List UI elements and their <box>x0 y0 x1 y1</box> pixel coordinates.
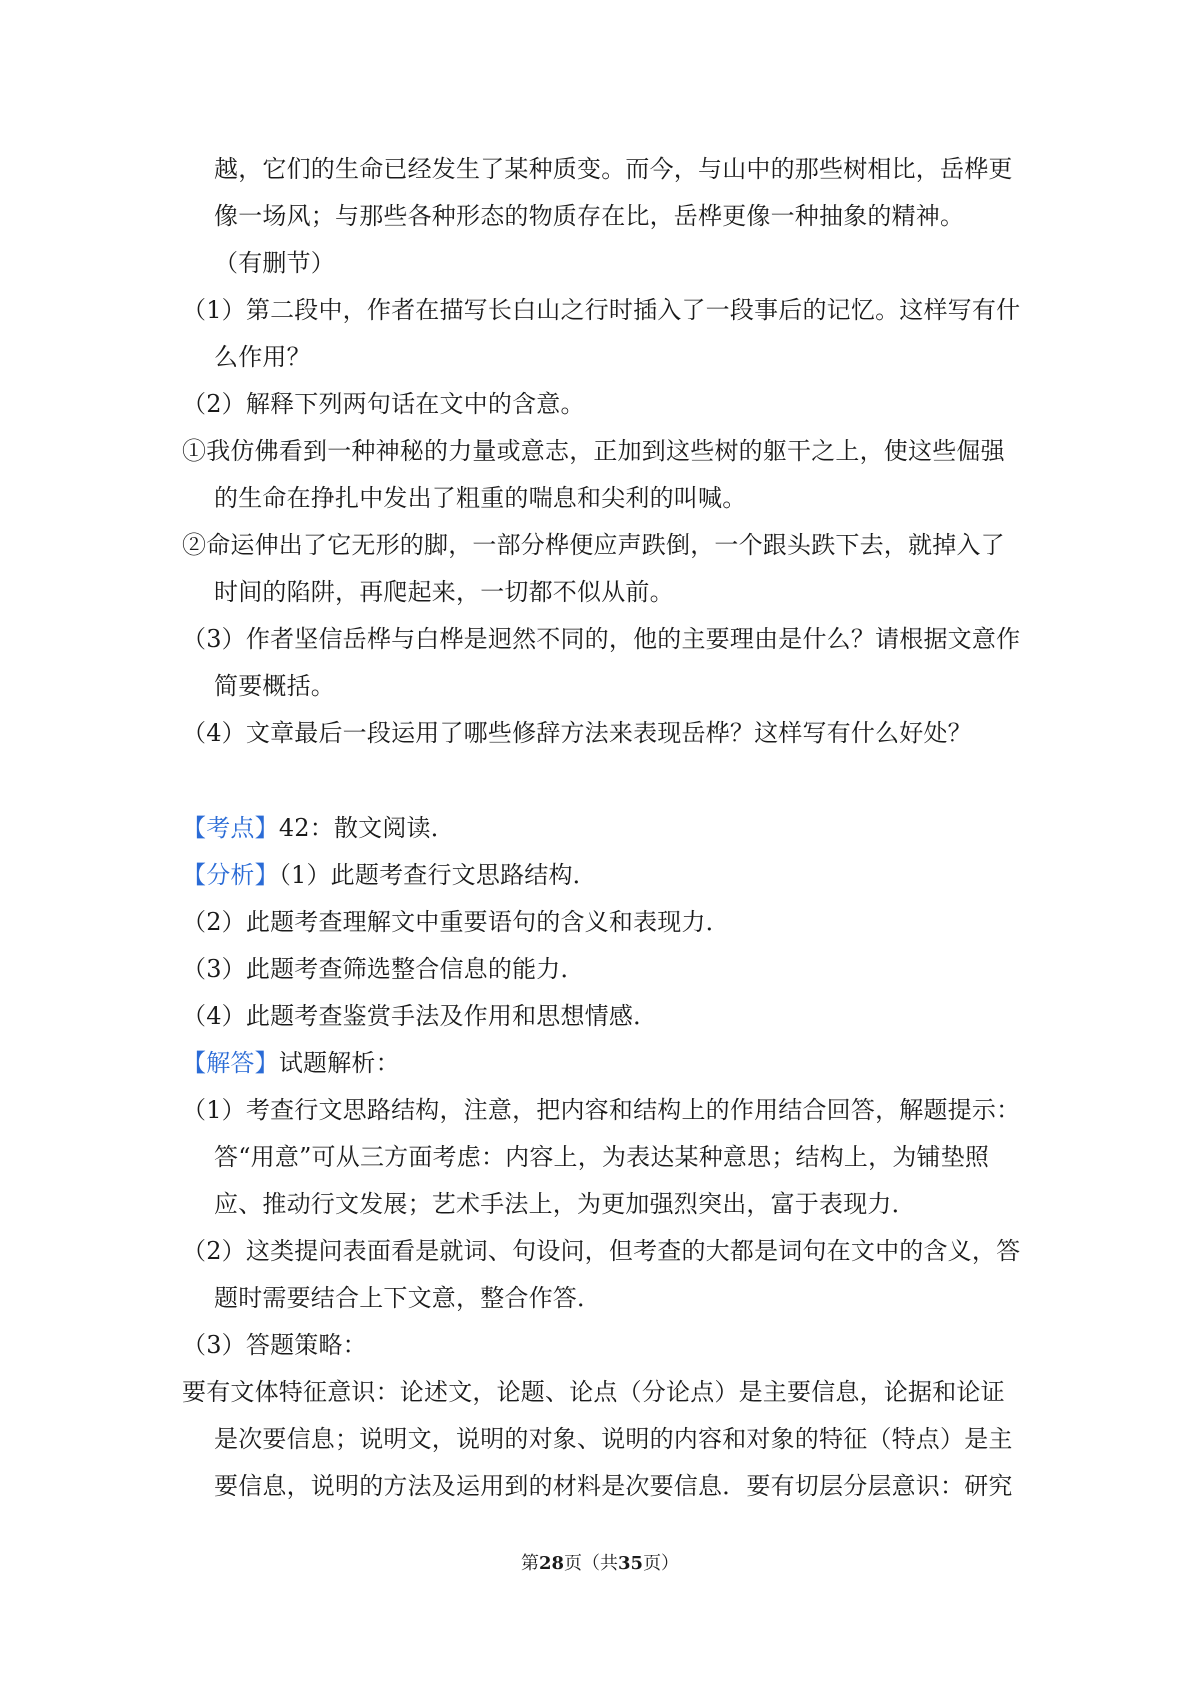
kaodian-line <box>182 805 1022 852</box>
question-2a-cont: 的生命在挣扎中发出了粗重的喘息和尖利的叫喊。 <box>214 484 747 512</box>
question-1: （1）第二段中，作者在描写长白山之行时插入了一段事后的记忆。这样写有什 <box>182 296 1021 324</box>
fenxi-item-4: （4）此题考查鉴赏手法及作用和思想情感． <box>182 1002 658 1030</box>
fenxi-tag: 【分析】 <box>182 861 279 889</box>
question-2b-cont: 时间的陷阱，再爬起来，一切都不似从前。 <box>214 578 674 606</box>
footer-prefix: 第 <box>520 1553 539 1574</box>
footer-suffix: 页） <box>643 1553 680 1574</box>
jieda-line <box>182 1040 1022 1087</box>
page-content <box>182 146 1022 1510</box>
question-3-cont: 简要概括。 <box>214 672 335 700</box>
question-2b: ②命运伸出了它无形的脚，一部分桦便应声跌倒，一个跟头跌下去，就掉入了 <box>182 531 1005 559</box>
footer-total-pages: 35 <box>618 1553 644 1574</box>
kaodian-text: 42：散文阅读． <box>278 814 455 842</box>
question-4: （4）文章最后一段运用了哪些修辞方法来表现岳桦？这样写有什么好处？ <box>182 719 972 747</box>
question-2a: ①我仿佛看到一种神秘的力量或意志，正加到这些树的躯干之上，使这些倔强 <box>182 437 1005 465</box>
fenxi-item-2: （2）此题考查理解文中重要语句的含义和表现力． <box>182 908 730 936</box>
answer-2-cont: 题时需要结合上下文意，整合作答． <box>214 1284 602 1312</box>
kaodian-tag: 【考点】 <box>182 814 279 842</box>
jieda-text: 试题解析： <box>278 1049 400 1077</box>
answer-3-body-cont: 要信息，说明的方法及运用到的材料是次要信息．要有切层分层意识：研究 <box>214 1472 1013 1500</box>
question-1-cont: 么作用？ <box>214 343 311 371</box>
answer-1-cont: 应、推动行文发展；艺术手法上，为更加强烈突出，富于表现力． <box>214 1190 916 1218</box>
fenxi-line <box>182 852 1022 899</box>
jieda-tag: 【解答】 <box>182 1049 279 1077</box>
passage-line: 越，它们的生命已经发生了某种质变。而今，与山中的那些树相比，岳桦更 <box>214 155 1013 183</box>
answer-1-cont: 答“用意”可从三方面考虑：内容上，为表达某种意思；结构上，为铺垫照 <box>214 1143 990 1171</box>
footer-middle: 页（共 <box>564 1553 618 1574</box>
answer-3: （3）答题策略： <box>182 1331 367 1359</box>
answer-2: （2）这类提问表面看是就词、句设问，但考查的大都是词句在文中的含义，答 <box>182 1237 1021 1265</box>
fenxi-text: （1）此题考查行文思路结构． <box>278 861 597 889</box>
question-2: （2）解释下列两句话在文中的含意。 <box>182 390 585 418</box>
footer-page-number: 28 <box>538 1553 564 1574</box>
answer-1: （1）考查行文思路结构，注意，把内容和结构上的作用结合回答，解题提示： <box>182 1096 1021 1124</box>
question-3: （3）作者坚信岳桦与白桦是迥然不同的，他的主要理由是什么？请根据文意作 <box>182 625 1021 653</box>
answer-3-body: 要有文体特征意识：论述文，论题、论点（分论点）是主要信息，论据和论证 <box>182 1378 1005 1406</box>
passage-line: 像一场风；与那些各种形态的物质存在比，岳桦更像一种抽象的精神。 <box>214 202 965 230</box>
page-footer <box>0 1552 1200 1576</box>
fenxi-item-3: （3）此题考查筛选整合信息的能力． <box>182 955 585 983</box>
section-gap <box>182 757 1022 805</box>
passage-note: （有删节） <box>214 249 335 277</box>
answer-3-body-cont: 是次要信息；说明文，说明的对象、说明的内容和对象的特征（特点）是主 <box>214 1425 1013 1453</box>
